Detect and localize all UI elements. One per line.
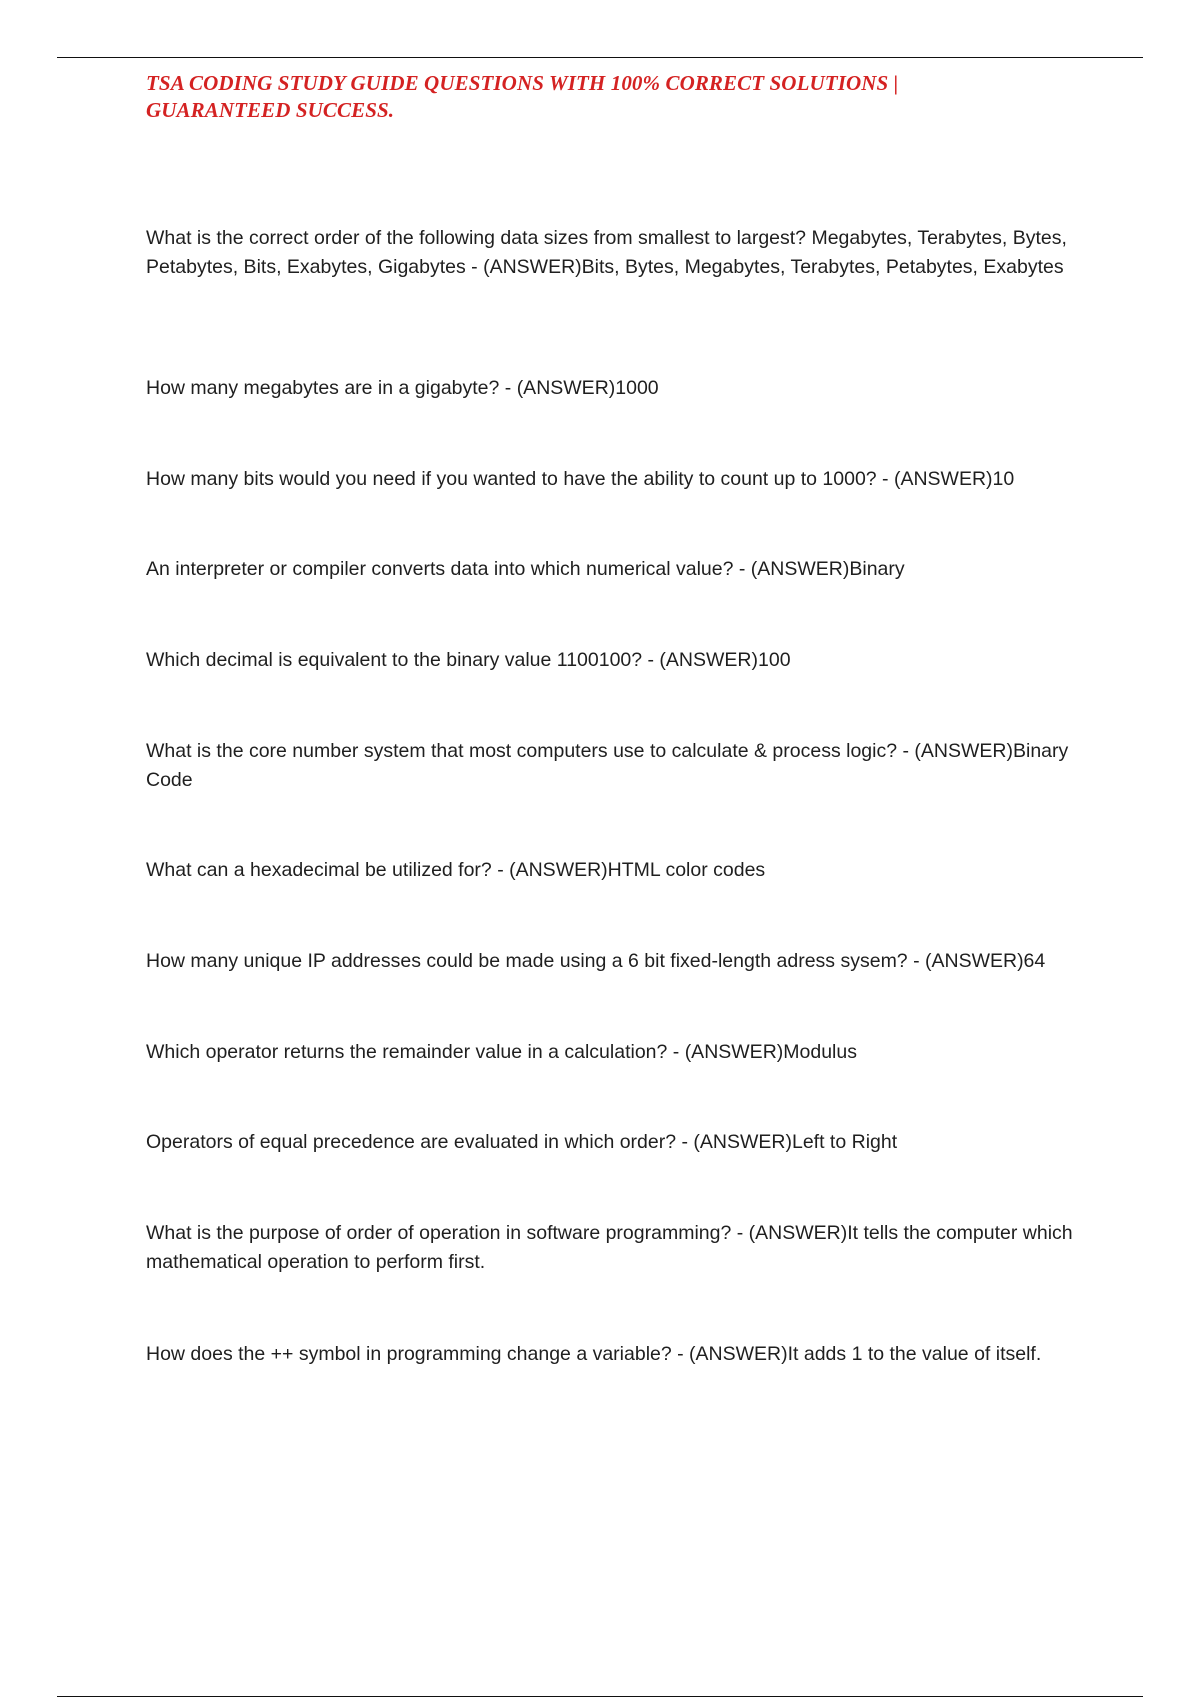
- qa-item-11: What is the purpose of order of operation in software programming? - (ANSWER)It tells the computer which mathematical operation to perform first.: [146, 1222, 1073, 1273]
- bottom-divider: [57, 1696, 1143, 1697]
- top-divider: [57, 57, 1143, 58]
- qa-item-4: An interpreter or compiler converts data into which numerical value? - (ANSWER)Binary: [146, 558, 905, 580]
- qa-item-2: How many megabytes are in a gigabyte? - (ANSWER)1000: [146, 377, 659, 399]
- qa-item-12: How does the ++ symbol in programming change a variable? - (ANSWER)It adds 1 to the value of itself.: [146, 1343, 1042, 1365]
- qa-item-8: How many unique IP addresses could be made using a 6 bit fixed-length adress sysem? - (ANSWER)64: [146, 950, 1046, 972]
- qa-item-3: How many bits would you need if you wanted to have the ability to count up to 1000? - (ANSWER)10: [146, 468, 1015, 490]
- qa-item-10: Operators of equal precedence are evaluated in which order? - (ANSWER)Left to Right: [146, 1131, 898, 1153]
- qa-item-7: What can a hexadecimal be utilized for? - (ANSWER)HTML color codes: [146, 859, 766, 881]
- document-title-line-2: GUARANTEED SUCCESS.: [146, 98, 395, 122]
- qa-item-5: Which decimal is equivalent to the binary value 1100100? - (ANSWER)100: [146, 649, 791, 671]
- qa-item-9: Which operator returns the remainder value in a calculation? - (ANSWER)Modulus: [146, 1041, 857, 1063]
- qa-item-1: What is the correct order of the following data sizes from smallest to largest? Megabytes, Terabytes, Bytes, Petabytes, Bits, Exabytes, Gigabytes - (ANSWER)Bits, Bytes, Megabytes, Terabytes, Petabytes, Exabytes: [146, 227, 1067, 278]
- qa-item-6: What is the core number system that most computers use to calculate & process logic? - (ANSWER)Binary Code: [146, 740, 1069, 791]
- document-title-line-1: TSA CODING STUDY GUIDE QUESTIONS WITH 100% CORRECT SOLUTIONS |: [146, 71, 899, 95]
- document-title: [146, 70, 1046, 124]
